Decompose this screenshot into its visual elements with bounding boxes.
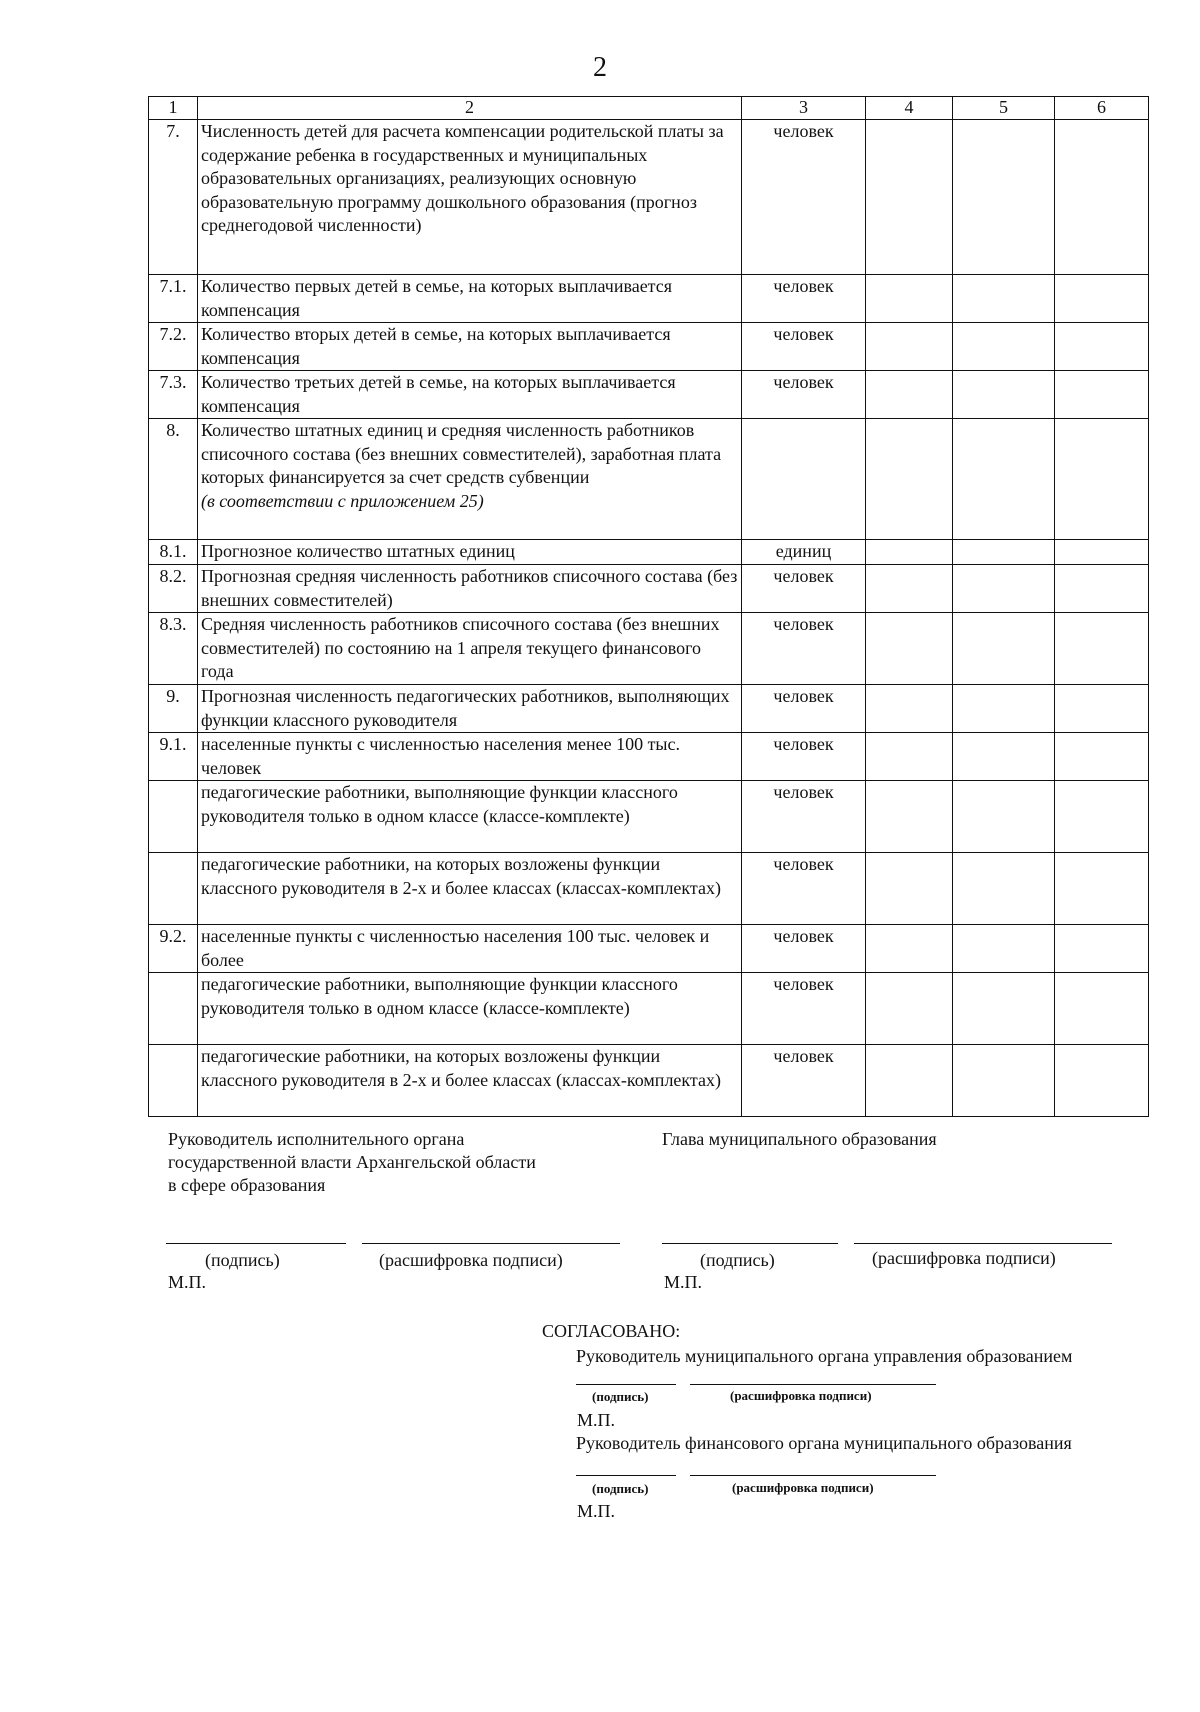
value-cell [953,323,1055,371]
approval-second-seal-label: М.П. [577,1501,616,1521]
table-row [149,685,1149,733]
approval-second-signature-caption: (подпись) [592,1481,649,1496]
row-description: населенные пункты с численностью населения 100 тыс. человек и более [198,925,742,973]
right-seal-label: М.П. [664,1272,703,1292]
value-cell [953,120,1055,275]
approval-first-decoding-caption: (расшифровка подписи) [730,1388,872,1403]
row-description: педагогические работники, на которых возложены функции классного руководителя в 2-х и более классах (классах-комплектах) [198,1045,742,1117]
row-description: педагогические работники, выполняющие функции классного руководителя только в одном классе (классе-комплекте) [198,973,742,1045]
table-row [149,540,1149,565]
row-unit: человек [742,275,866,323]
row-unit: человек [742,1045,866,1117]
row-description: населенные пункты с численностью населения менее 100 тыс. человек [198,733,742,781]
row-description: Прогнозная средняя численность работников списочного состава (без внешних совместителей) [198,565,742,613]
row-note: (в соответствии с приложением 25) [201,490,484,511]
right-signature-caption: (подпись) [700,1250,775,1270]
table-row [149,973,1149,1045]
row-number [149,781,198,853]
value-cell [953,685,1055,733]
approval-first-signature-caption: (подпись) [592,1389,649,1404]
row-description [198,419,742,540]
row-description-text: Количество штатных единиц и средняя численность работников списочного состава (без внешних совместителей), заработная плата которых финансируется за счет средств субвенции [201,420,722,487]
row-number: 9.2. [149,925,198,973]
row-number [149,1045,198,1117]
report-table [148,96,1149,1117]
header-cell: 6 [1055,97,1149,120]
row-description: Прогнозная численность педагогических работников, выполняющих функции классного руководителя [198,685,742,733]
value-cell [866,973,953,1045]
value-cell [953,1045,1055,1117]
row-unit [742,419,866,540]
value-cell [866,540,953,565]
value-cell [953,973,1055,1045]
approval-second-title: Руководитель финансового органа муниципального образования [576,1433,1072,1453]
left-title-line: Руководитель исполнительного органа [168,1129,465,1149]
value-cell [1055,685,1149,733]
row-number: 7. [149,120,198,275]
row-description: педагогические работники, выполняющие функции классного руководителя только в одном классе (классе-комплекте) [198,781,742,853]
value-cell [1055,323,1149,371]
row-unit: человек [742,853,866,925]
table-row [149,565,1149,613]
right-signature-line [662,1243,838,1244]
value-cell [1055,733,1149,781]
value-cell [1055,973,1149,1045]
value-cell [1055,120,1149,275]
approval-second-decoding-caption: (расшифровка подписи) [732,1480,874,1495]
value-cell [953,781,1055,853]
right-decoding-line [854,1243,1112,1244]
left-decoding-caption: (расшифровка подписи) [379,1250,563,1270]
value-cell [866,1045,953,1117]
table-row [149,323,1149,371]
row-number: 7.3. [149,371,198,419]
left-signatory-title [168,1128,536,1197]
value-cell [1055,781,1149,853]
value-cell [866,120,953,275]
row-unit: человек [742,685,866,733]
value-cell [866,371,953,419]
left-signature-line [166,1243,346,1244]
table-row [149,1045,1149,1117]
value-cell [866,419,953,540]
value-cell [866,853,953,925]
value-cell [953,853,1055,925]
value-cell [1055,371,1149,419]
table-row [149,275,1149,323]
value-cell [953,733,1055,781]
value-cell [866,685,953,733]
approval-first-signature-line [576,1384,676,1385]
row-unit: человек [742,925,866,973]
approval-first-decoding-line [690,1384,936,1385]
table-row [149,120,1149,275]
row-number: 9.1. [149,733,198,781]
left-title-line: государственной власти Архангельской области [168,1152,536,1172]
table-row [149,853,1149,925]
value-cell [1055,853,1149,925]
value-cell [866,323,953,371]
table-row [149,613,1149,685]
value-cell [953,565,1055,613]
value-cell [1055,613,1149,685]
row-description: Прогнозное количество штатных единиц [198,540,742,565]
value-cell [866,781,953,853]
header-cell: 1 [149,97,198,120]
row-unit: человек [742,613,866,685]
left-title-line: в сфере образования [168,1175,326,1195]
header-cell: 4 [866,97,953,120]
row-number: 7.2. [149,323,198,371]
row-unit: человек [742,120,866,275]
row-unit: человек [742,323,866,371]
row-unit: человек [742,733,866,781]
approval-second-signature-line [576,1475,676,1476]
approval-second-decoding-line [690,1475,936,1476]
value-cell [953,371,1055,419]
row-number: 8.1. [149,540,198,565]
row-description: Количество первых детей в семье, на которых выплачивается компенсация [198,275,742,323]
approval-first-title: Руководитель муниципального органа управления образованием [576,1346,1073,1366]
value-cell [1055,275,1149,323]
row-unit: единиц [742,540,866,565]
table-row [149,419,1149,540]
row-unit: человек [742,371,866,419]
row-description: Средняя численность работников списочного состава (без внешних совместителей) по состоянию на 1 апреля текущего финансового года [198,613,742,685]
value-cell [953,613,1055,685]
value-cell [1055,1045,1149,1117]
value-cell [866,613,953,685]
value-cell [866,925,953,973]
row-description: педагогические работники, на которых возложены функции классного руководителя в 2-х и более классах (классах-комплектах) [198,853,742,925]
value-cell [1055,565,1149,613]
value-cell [1055,540,1149,565]
value-cell [866,565,953,613]
row-number: 9. [149,685,198,733]
header-cell: 5 [953,97,1055,120]
value-cell [953,419,1055,540]
left-signature-caption: (подпись) [205,1250,280,1270]
row-unit: человек [742,565,866,613]
row-number [149,973,198,1045]
table-row [149,371,1149,419]
row-description: Количество вторых детей в семье, на которых выплачивается компенсация [198,323,742,371]
value-cell [953,925,1055,973]
left-seal-label: М.П. [168,1272,207,1292]
left-decoding-line [362,1243,620,1244]
table-row [149,781,1149,853]
value-cell [866,733,953,781]
row-number: 8.2. [149,565,198,613]
table-row [149,925,1149,973]
row-number: 7.1. [149,275,198,323]
right-decoding-caption: (расшифровка подписи) [872,1248,1056,1268]
value-cell [953,275,1055,323]
right-signatory-title: Глава муниципального образования [662,1129,937,1149]
row-number: 8. [149,419,198,540]
approval-first-seal-label: М.П. [577,1410,616,1430]
row-description: Количество третьих детей в семье, на которых выплачивается компенсация [198,371,742,419]
row-unit: человек [742,973,866,1045]
row-number: 8.3. [149,613,198,685]
page-number: 2 [593,52,607,83]
value-cell [866,275,953,323]
header-cell: 3 [742,97,866,120]
value-cell [953,540,1055,565]
row-number [149,853,198,925]
table-header-row [149,97,1149,120]
header-cell: 2 [198,97,742,120]
row-unit: человек [742,781,866,853]
approval-heading: СОГЛАСОВАНО: [542,1321,681,1341]
row-description: Численность детей для расчета компенсации родительской платы за содержание ребенка в государственных и муниципальных образовательных организациях, реализующих основную образовательную программу дошкольного образования (прогноз среднегодовой численности) [198,120,742,275]
table-row [149,733,1149,781]
value-cell [1055,925,1149,973]
value-cell [1055,419,1149,540]
